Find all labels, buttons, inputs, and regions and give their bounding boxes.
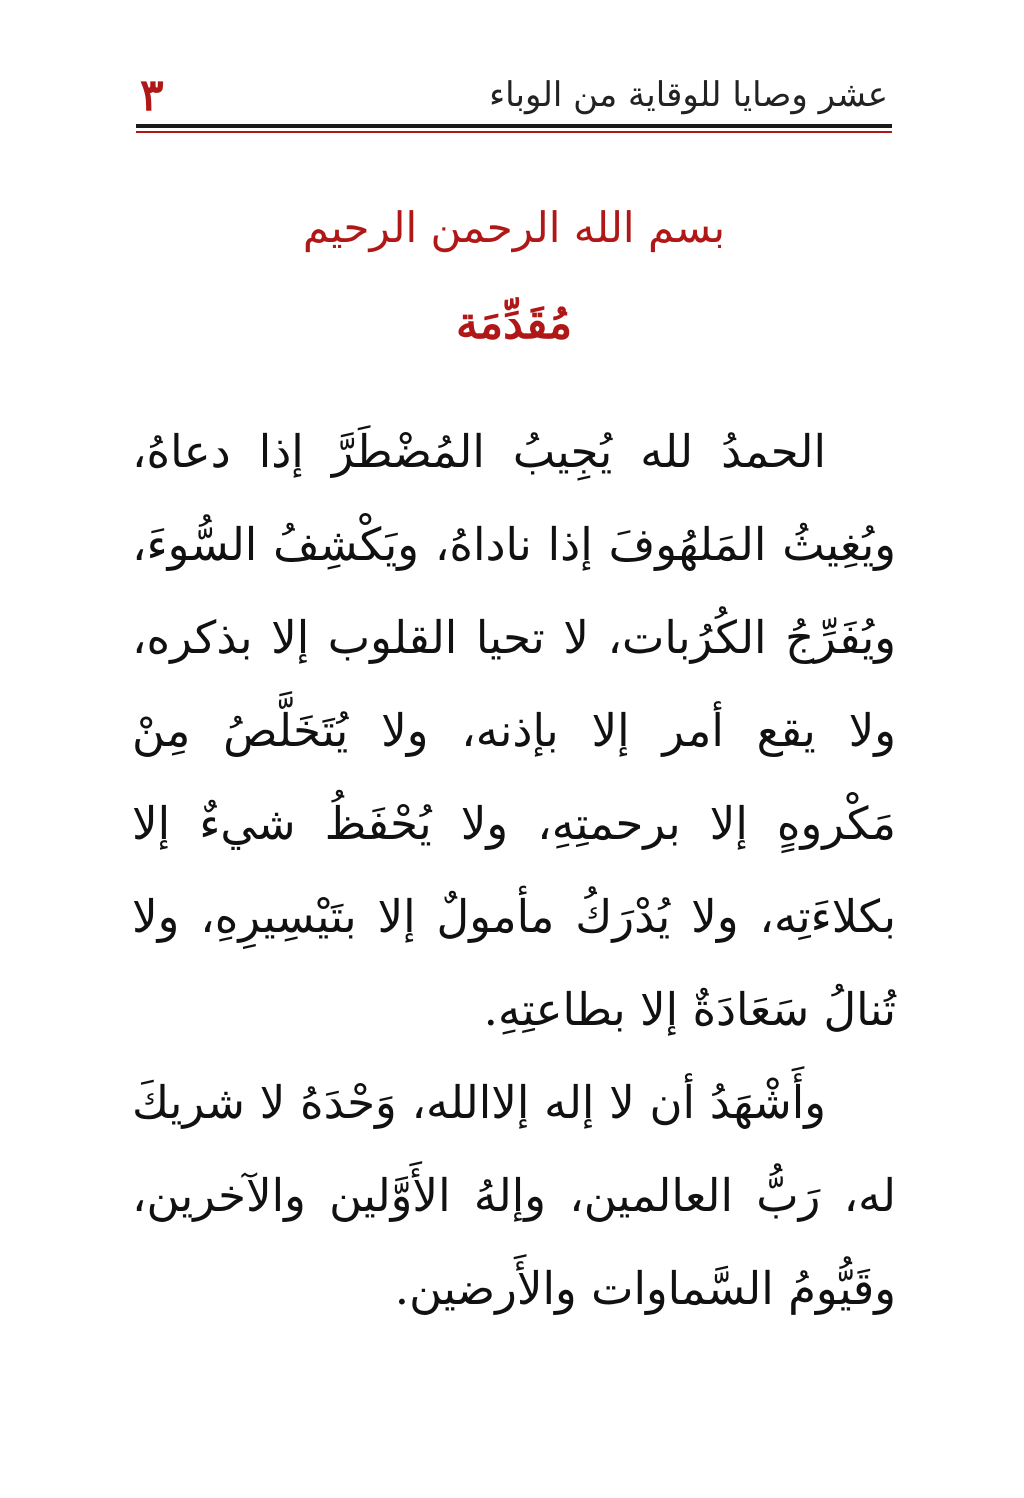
running-title: عشر وصايا للوقاية من الوباء xyxy=(489,75,888,115)
body-text xyxy=(132,405,896,1335)
section-title: مُقَدِّمَة xyxy=(455,298,573,349)
paragraph-2: وأَشْهَدُ أن لا إله إلاالله، وَحْدَهُ لا شريكَ له، رَبُّ العالمين، وإلهُ الأَوَّلين والآخرين، وقَيُّومُ السَّماوات والأَرضين. xyxy=(132,1076,896,1315)
header-rule-thick xyxy=(136,124,892,128)
basmala: بسم الله الرحمن الرحيم xyxy=(302,203,726,252)
page-header xyxy=(140,68,888,128)
paragraph-1: الحمدُ لله يُجِيبُ المُضْطَرَّ إذا دعاهُ، ويُغِيثُ المَلهُوفَ إذا ناداهُ، ويَكْشِفُ السُّوءَ، ويُفَرِّجُ الكُرُبات، لا تحيا القلوب إلا بذكره، ولا يقع أمر إلا بإذنه، ولا يُتَخَلَّصُ مِنْ مَكْروهٍ إلا برحمتِهِ، ولا يُحْفَظُ شيءٌ إلا بكلاءَتِه، ولا يُدْرَكُ مأمولٌ إلا بتَيْسِيرِهِ، ولا تُنالُ سَعَادَةٌ إلا بطاعتِهِ. xyxy=(132,425,896,1036)
header-rule-thin xyxy=(136,131,892,133)
page-number: ٣ xyxy=(140,70,164,121)
